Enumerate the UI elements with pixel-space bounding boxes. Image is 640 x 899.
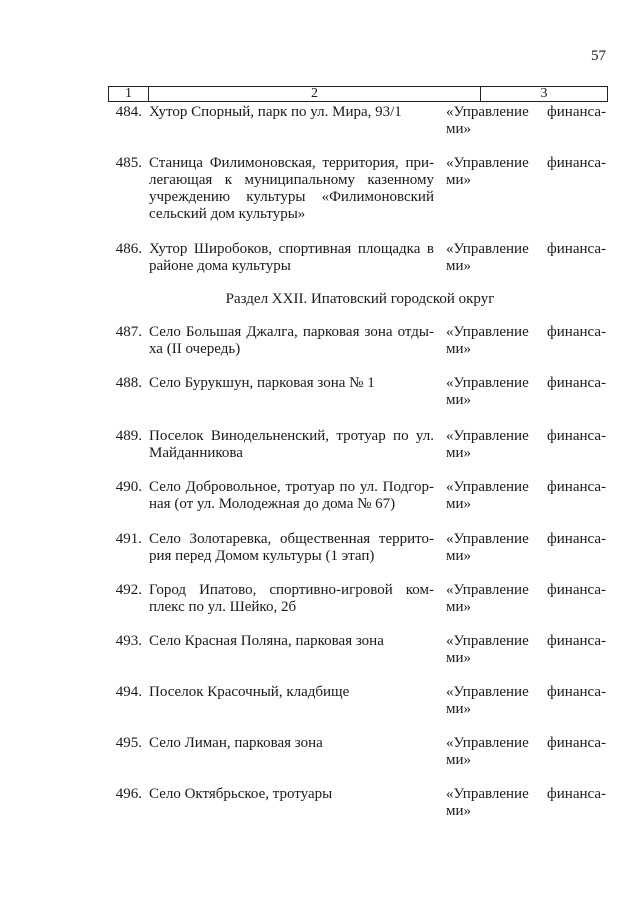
table-row [0,375,640,409]
responsible-line [446,375,606,392]
row-number: 494. [115,684,142,700]
row-number: 485. [115,155,142,171]
responsible-part-3: ми» [446,701,472,717]
responsible-line [446,104,606,121]
row-responsible [446,582,606,616]
row-number: 490. [115,479,142,495]
row-number: 496. [115,786,142,802]
row-number: 495. [115,735,142,751]
responsible-part-1: «Управление [446,479,529,495]
row-description: Хутор Широбоков, спортивная площадка в районе дома культуры [149,241,434,274]
responsible-part-3: ми» [446,172,472,188]
column-header-1: 1 [109,87,149,101]
responsible-part-2: финанса- [547,428,606,444]
table-column-header [108,86,608,102]
responsible-line [446,684,606,701]
row-responsible [446,786,606,820]
row-responsible [446,241,606,275]
row-responsible [446,324,606,358]
table-row [0,479,640,513]
row-responsible [446,684,606,718]
responsible-part-3: ми» [446,599,472,615]
responsible-part-1: «Управление [446,428,529,444]
row-description: Село Добровольное, тротуар по ул. Подгор- ная (от ул. Молодежная до дома № 67) [149,479,434,512]
row-responsible [446,155,606,223]
row-responsible [446,735,606,769]
responsible-line [446,324,606,341]
row-description: Поселок Винодельненский, тротуар по ул. Майданникова [149,428,434,461]
row-description: Хутор Спорный, парк по ул. Мира, 93/1 [149,104,402,120]
responsible-line [446,155,606,172]
row-description: Село Октябрьское, тротуары [149,786,333,802]
responsible-line [446,735,606,752]
responsible-part-3: ми» [446,445,472,461]
responsible-part-1: «Управление [446,786,529,802]
responsible-part-2: финанса- [547,324,606,340]
column-header-3: 3 [540,86,548,101]
responsible-part-2: финанса- [547,155,606,171]
responsible-line [446,531,606,548]
responsible-part-2: финанса- [547,735,606,751]
row-description: Город Ипатово, спортивно-игровой ком- плекс по ул. Шейко, 2б [149,582,434,615]
responsible-part-1: «Управление [446,155,529,171]
row-responsible [446,104,606,138]
row-responsible [446,531,606,565]
responsible-part-2: финанса- [547,531,606,547]
column-header-2: 2 [149,87,481,101]
row-number: 492. [115,582,142,598]
table-row [0,633,640,667]
responsible-part-3: ми» [446,121,472,137]
responsible-part-3: ми» [446,341,472,357]
responsible-part-3: ми» [446,803,472,819]
row-description: Село Большая Джалга, парковая зона отды- ха (II очередь) [149,324,434,357]
row-number: 487. [115,324,142,340]
responsible-line [446,582,606,599]
responsible-part-2: финанса- [547,241,606,257]
responsible-line [446,241,606,258]
table-row [0,684,640,718]
responsible-line [446,428,606,445]
row-responsible [446,479,606,513]
responsible-part-3: ми» [446,258,472,274]
row-responsible [446,633,606,667]
responsible-part-2: финанса- [547,684,606,700]
responsible-part-2: финанса- [547,375,606,391]
row-number: 489. [115,428,142,444]
row-number: 484. [115,104,142,120]
table-row [0,104,640,138]
responsible-line [446,633,606,650]
responsible-part-1: «Управление [446,241,529,257]
responsible-part-3: ми» [446,496,472,512]
table-row [0,531,640,565]
responsible-part-1: «Управление [446,375,529,391]
table-row [0,582,640,616]
responsible-part-1: «Управление [446,735,529,751]
responsible-line [446,786,606,803]
responsible-part-1: «Управление [446,324,529,340]
responsible-part-1: «Управление [446,531,529,547]
responsible-part-1: «Управление [446,684,529,700]
row-number: 493. [115,633,142,649]
table-row [0,428,640,462]
row-description: Село Красная Поляна, парковая зона [149,633,384,649]
table-row [0,735,640,769]
table-row [0,155,640,223]
table-row [0,786,640,820]
responsible-part-3: ми» [446,392,472,408]
row-description: Село Бурукшун, парковая зона № 1 [149,375,375,391]
responsible-part-1: «Управление [446,104,529,120]
responsible-line [446,479,606,496]
row-description: Поселок Красочный, кладбище [149,684,350,700]
responsible-part-3: ми» [446,752,472,768]
section-heading: Раздел XXII. Ипатовский городской округ [225,291,495,307]
responsible-part-2: финанса- [547,582,606,598]
responsible-part-3: ми» [446,548,472,564]
row-number: 486. [115,241,142,257]
table-row [0,241,640,275]
row-responsible [446,428,606,462]
row-responsible [446,375,606,409]
row-description: Село Золотаревка, общественная террито- рия перед Домом культуры (1 этап) [149,531,434,564]
responsible-part-2: финанса- [547,479,606,495]
table-row [0,324,640,358]
responsible-part-1: «Управление [446,582,529,598]
row-description: Станица Филимоновская, территория, при- легающая к муниципальному казенному учреждению культуры «Филимоновский сельский дом культуры» [149,155,434,222]
row-number: 491. [115,531,142,547]
responsible-part-1: «Управление [446,633,529,649]
responsible-part-2: финанса- [547,104,606,120]
responsible-part-2: финанса- [547,633,606,649]
responsible-part-2: финанса- [547,786,606,802]
row-description: Село Лиман, парковая зона [149,735,323,751]
responsible-part-3: ми» [446,650,472,666]
row-number: 488. [115,375,142,391]
page-number: 57 [591,48,606,64]
